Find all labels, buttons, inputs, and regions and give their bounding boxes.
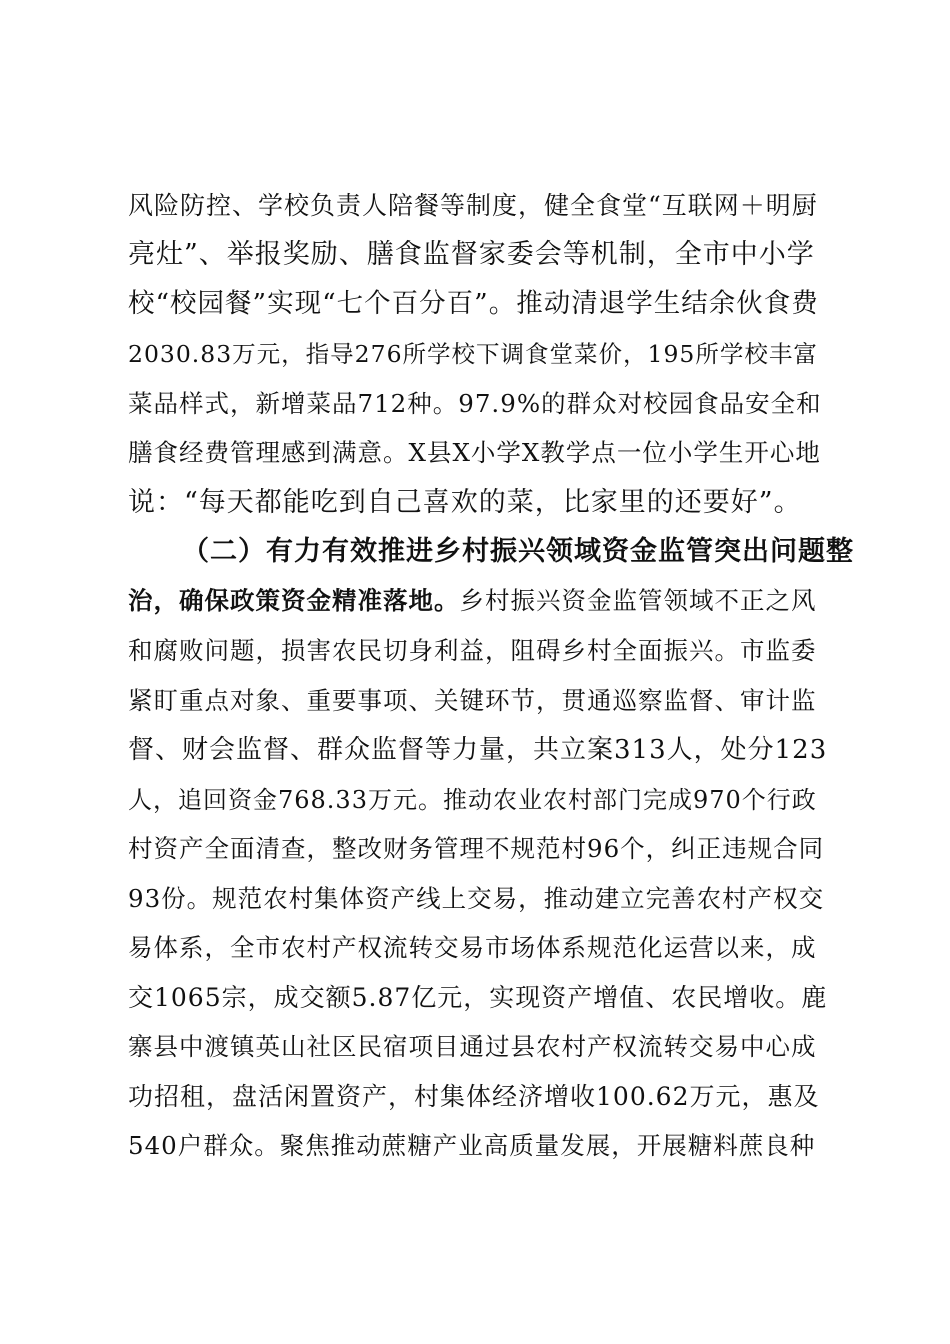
- text-line-4: 2030.83万元，指导276所学校下调食堂菜价，195所学校丰富: [128, 340, 818, 368]
- section-heading-line-2: [128, 581, 817, 621]
- text-line-19: 功招租，盘活闲置资产，村集体经济增收100.62万元，惠及: [128, 1082, 820, 1111]
- text-line-2: 亮灶”、举报奖励、膳食监督家委会等机制，全市中小学: [128, 239, 815, 270]
- text-line-14: 村资产全面清查，整改财务管理不规范村96个，纠正违规合同: [128, 834, 825, 863]
- text-line-5: 菜品样式，新增菜品712种。97.9%的群众对校园食品安全和: [128, 389, 822, 418]
- text-line-11: 紧盯重点对象、重要事项、关键环节，贯通巡察监督、审计监: [128, 686, 817, 715]
- text-line-17: 交1065宗，成交额5.87亿元，实现资产增值、农民增收。鹿: [128, 983, 828, 1012]
- text-line-20: 540户群众。聚焦推动蔗糖产业高质量发展，开展糖料蔗良种: [128, 1131, 816, 1160]
- section-heading-end: 治，确保政策资金精准落地。: [128, 586, 460, 615]
- text-line-6: 膳食经费管理感到满意。X县X小学X教学点一位小学生开心地: [128, 438, 821, 467]
- section-heading-line-1: （二）有力有效推进乡村振兴领域资金监管突出问题整: [182, 536, 854, 567]
- text-line-13: 人，追回资金768.33万元。推动农业农村部门完成970个行政: [128, 786, 817, 814]
- text-line-3: 校“校园餐”实现“七个百分百”。推动清退学生结余伙食费: [128, 288, 819, 319]
- text-line-16: 易体系，全市农村产权流转交易市场体系规范化运营以来，成: [128, 933, 817, 962]
- section-body-start: 乡村振兴资金监管领域不正之风: [459, 586, 817, 615]
- text-line-15: 93份。规范农村集体资产线上交易，推动建立完善农村产权交: [128, 884, 825, 913]
- text-line-1: 风险防控、学校负责人陪餐等制度，健全食堂“互联网＋明厨: [128, 191, 818, 220]
- text-line-10: 和腐败问题，损害农民切身利益，阻碍乡村全面振兴。市监委: [128, 636, 817, 665]
- text-line-18: 寨县中渡镇英山社区民宿项目通过县农村产权流转交易中心成: [128, 1032, 817, 1061]
- text-line-7: 说：“每天都能吃到自己喜欢的菜，比家里的还要好”。: [128, 487, 802, 518]
- text-line-12: 督、财会监督、群众监督等力量，共立案313人，处分123: [128, 735, 828, 765]
